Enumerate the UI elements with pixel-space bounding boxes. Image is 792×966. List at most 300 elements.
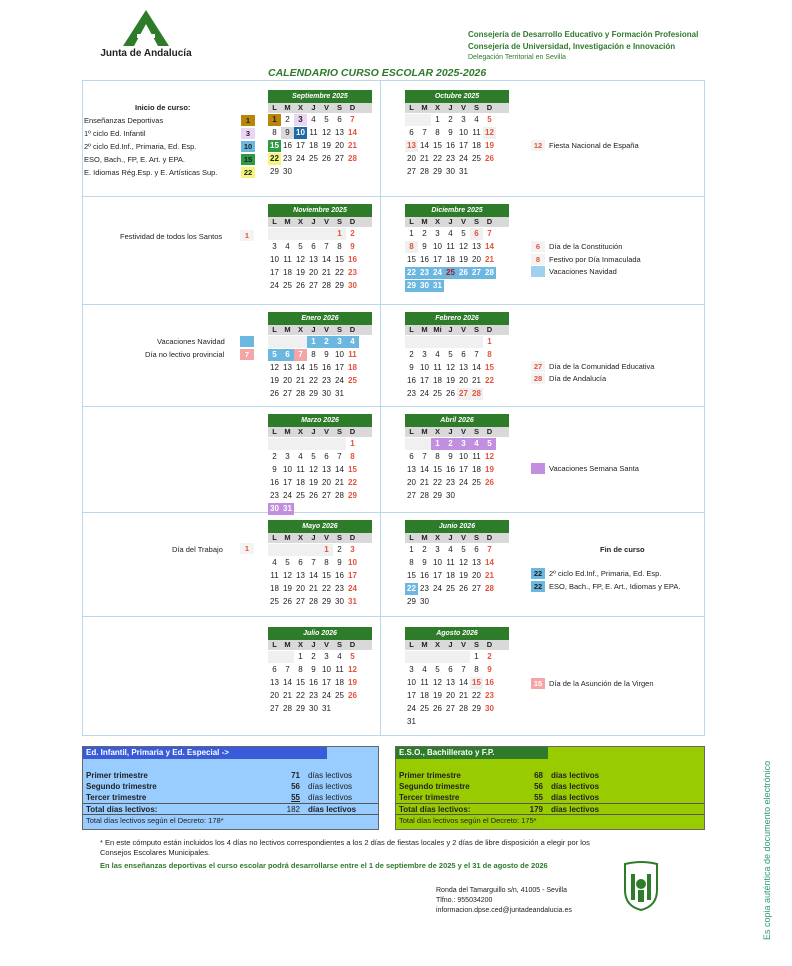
empty-cell — [294, 503, 307, 515]
day-cell: 25 — [309, 153, 318, 163]
month-title: Enero 2026 — [268, 312, 372, 325]
day-cell: 17 — [459, 464, 468, 474]
day-name: J — [311, 427, 316, 436]
day-cell: 27 — [472, 583, 481, 593]
day-names — [405, 103, 509, 113]
day-name: V — [323, 533, 329, 542]
month-title: Septiembre 2025 — [268, 90, 372, 103]
day-cell: 14 — [296, 362, 305, 372]
day-cell: 23 — [418, 267, 431, 279]
empty-cell — [294, 544, 307, 556]
empty-cell — [281, 544, 294, 556]
day-cell: 6 — [409, 127, 414, 137]
day-cell: 13 — [405, 140, 418, 152]
total-unit: días lectivos — [308, 805, 357, 814]
day-name: D — [486, 217, 493, 226]
day-cell: 16 — [420, 570, 429, 580]
day-cell: 14 — [283, 677, 292, 687]
week-row — [405, 280, 509, 293]
day-cell: 31 — [281, 503, 294, 515]
day-cell: 30 — [446, 166, 455, 176]
day-name: X — [297, 427, 303, 436]
day-cell: 8 — [435, 127, 440, 137]
panel-header: E.S.O., Bachillerato y F.P. — [396, 747, 548, 759]
day-cell: 12 — [485, 451, 494, 461]
day-name: J — [311, 103, 316, 112]
day-cell: 10 — [283, 464, 292, 474]
day-name: J — [448, 533, 453, 542]
week-row — [405, 664, 509, 677]
day-cell: 8 — [435, 451, 440, 461]
month-august — [405, 627, 509, 728]
row-divider — [82, 616, 705, 617]
day-cell: 21 — [348, 140, 357, 150]
day-name: L — [409, 427, 414, 436]
week-row — [268, 570, 372, 583]
day-cell: 4 — [474, 114, 479, 124]
day-cell: 6 — [324, 451, 329, 461]
vacation-swatch — [531, 266, 545, 277]
day-cell: 2 — [444, 438, 457, 450]
trimestre-label: Primer trimestre — [399, 771, 461, 780]
day-cell: 16 — [322, 362, 331, 372]
day-cell: 22 — [309, 375, 318, 385]
day-cell: 10 — [459, 127, 468, 137]
day-cell: 12 — [322, 127, 331, 137]
day-cell: 16 — [446, 140, 455, 150]
day-cell: 20 — [283, 375, 292, 385]
day-cell: 24 — [296, 153, 305, 163]
day-cell: 10 — [270, 254, 279, 264]
fin-curso-title: Fin de curso — [600, 545, 645, 554]
day-cell: 7 — [311, 557, 316, 567]
day-name: M — [284, 533, 291, 542]
trimestre-label: Tercer trimestre — [86, 793, 147, 802]
empty-cell — [346, 388, 359, 400]
empty-cell — [346, 503, 359, 515]
day-cell: 23 — [270, 490, 279, 500]
day-cell: 19 — [309, 477, 318, 487]
day-cell: 15 — [268, 140, 281, 152]
day-cell: 22 — [472, 690, 481, 700]
panel-header: Ed. Infantil, Primaria y Ed. Especial -> — [83, 747, 327, 759]
day-cell: 30 — [309, 703, 318, 713]
inicio-title: Inicio de curso: — [135, 103, 191, 112]
day-cell: 4 — [311, 114, 316, 124]
week-row — [268, 651, 372, 664]
week-row — [405, 228, 509, 241]
panel-eso — [395, 746, 705, 830]
empty-cell — [418, 336, 431, 348]
day-cell: 2 — [311, 651, 316, 661]
day-cell: 23 — [485, 690, 494, 700]
day-cell: 9 — [337, 557, 342, 567]
day-cell: 29 — [296, 703, 305, 713]
week-row — [405, 477, 509, 490]
empty-cell — [418, 114, 431, 126]
junta-logo — [96, 10, 196, 59]
day-names — [405, 640, 509, 650]
day-name: V — [460, 103, 466, 112]
month-title: Marzo 2026 — [268, 414, 372, 427]
day-cell: 11 — [335, 664, 344, 674]
week-row — [268, 677, 372, 690]
trimestre-value: 71 — [291, 771, 300, 780]
month-title: Agosto 2026 — [405, 627, 509, 640]
day-name: D — [486, 103, 493, 112]
day-cell: 23 — [283, 153, 292, 163]
trimestre-value: 56 — [534, 782, 543, 791]
month-december — [405, 204, 509, 292]
day-cell: 7 — [422, 451, 427, 461]
day-name: X — [434, 103, 440, 112]
week-row — [405, 362, 509, 375]
inicio-label: E. Idiomas Rég.Esp. y E. Artísticas Sup. — [84, 168, 218, 177]
empty-cell — [444, 336, 457, 348]
inicio-label: 1º ciclo Ed. Infantil — [84, 129, 146, 138]
day-cell: 29 — [335, 280, 344, 290]
day-cell: 3 — [285, 451, 290, 461]
month-july — [268, 627, 372, 715]
day-cell: 5 — [285, 557, 290, 567]
trimestre-unit: días lectivos — [551, 771, 600, 780]
week-row — [405, 677, 509, 690]
day-cell: 29 — [348, 490, 357, 500]
day-cell: 19 — [459, 254, 468, 264]
day-cell: 3 — [435, 544, 440, 554]
day-cell: 4 — [298, 451, 303, 461]
day-cell: 19 — [485, 140, 494, 150]
week-row — [268, 267, 372, 280]
day-cell: 25 — [270, 596, 279, 606]
day-cell: 31 — [335, 388, 344, 398]
month-title: Mayo 2026 — [268, 520, 372, 533]
day-cell: 12 — [459, 241, 468, 251]
day-cell: 18 — [270, 583, 279, 593]
day-cell: 31 — [322, 703, 331, 713]
week-row — [268, 596, 372, 609]
day-name: S — [473, 325, 479, 334]
empty-cell — [457, 716, 470, 728]
empty-cell — [281, 336, 294, 348]
week-row — [268, 664, 372, 677]
address-phone: Tlfno.: 955034200 — [436, 897, 493, 904]
day-name: D — [349, 217, 356, 226]
day-cell: 23 — [407, 388, 416, 398]
day-name: D — [486, 325, 493, 334]
note-badge: 28 — [531, 373, 545, 384]
day-cell: 14 — [420, 464, 429, 474]
day-cell: 12 — [459, 557, 468, 567]
note-label: Festividad de todos los Santos — [120, 232, 223, 241]
day-cell: 3 — [457, 438, 470, 450]
month-title: Julio 2026 — [268, 627, 372, 640]
day-cell: 5 — [435, 664, 440, 674]
day-cell: 7 — [474, 349, 479, 359]
empty-cell — [457, 596, 470, 608]
day-cell: 17 — [433, 570, 442, 580]
day-cell: 10 — [420, 362, 429, 372]
day-cell: 23 — [348, 267, 357, 277]
week-row — [405, 140, 509, 153]
week-row — [405, 438, 509, 451]
day-cell: 24 — [348, 583, 357, 593]
day-cell: 5 — [448, 349, 453, 359]
week-row — [405, 388, 509, 401]
day-cell: 3 — [333, 336, 346, 348]
day-cell: 4 — [285, 241, 290, 251]
empty-cell — [294, 228, 307, 240]
week-row — [405, 596, 509, 609]
day-cell: 25 — [472, 477, 481, 487]
note-label: Día de la Comunidad Educativa — [549, 362, 655, 371]
day-cell: 15 — [296, 677, 305, 687]
footnote-1: * En este cómputo están incluidos los 4 días no lectivos correspondientes a los 2 días de fiestas locales y 2 días de libre disposición a elegir por los — [100, 838, 590, 847]
day-cell: 12 — [433, 677, 442, 687]
day-cell: 16 — [283, 140, 292, 150]
day-cell: 27 — [470, 267, 483, 279]
day-cell: 18 — [446, 570, 455, 580]
day-names — [268, 217, 372, 227]
day-name: M — [284, 103, 291, 112]
day-cell: 30 — [485, 703, 494, 713]
inicio-label: Enseñanzas Deportivas — [84, 116, 164, 125]
decree-total: Total días lectivos según el Decreto: 178* — [83, 814, 378, 825]
day-cell: 21 — [485, 570, 494, 580]
empty-cell — [281, 438, 294, 450]
day-cell: 26 — [296, 280, 305, 290]
day-cell: 28 — [420, 490, 429, 500]
trimestre-unit: días lectivos — [308, 793, 353, 802]
empty-cell — [457, 651, 470, 663]
day-cell: 18 — [446, 254, 455, 264]
week-row — [268, 438, 372, 451]
day-cell: 4 — [422, 664, 427, 674]
day-cell: 5 — [483, 438, 496, 450]
note-label: Festivo por Día Inmaculada — [549, 255, 641, 264]
trimestre-unit: días lectivos — [308, 771, 353, 780]
empty-cell — [405, 651, 418, 663]
week-row — [405, 544, 509, 557]
day-cell: 11 — [472, 127, 481, 137]
inicio-label: ESO, Bach., FP, E. Art. y EPA. — [84, 155, 186, 164]
day-cell: 22 — [322, 583, 331, 593]
week-row — [268, 153, 372, 166]
day-cell: 11 — [446, 241, 455, 251]
day-cell: 26 — [348, 690, 357, 700]
total-label: Total días lectivos: — [86, 805, 158, 814]
inicio-badge: 1 — [241, 115, 255, 126]
day-name: D — [349, 427, 356, 436]
day-cell: 19 — [283, 583, 292, 593]
day-name: M — [421, 427, 428, 436]
day-cell: 8 — [474, 664, 479, 674]
empty-cell — [431, 596, 444, 608]
day-cell: 13 — [459, 362, 468, 372]
trimestre-unit: días lectivos — [308, 782, 353, 791]
empty-cell — [431, 336, 444, 348]
day-cell: 5 — [324, 114, 329, 124]
day-cell: 6 — [311, 241, 316, 251]
month-title: Abril 2026 — [405, 414, 509, 427]
day-cell: 20 — [407, 153, 416, 163]
day-cell: 23 — [446, 477, 455, 487]
day-name: J — [448, 103, 453, 112]
calendar-frame — [82, 80, 705, 736]
inicio-badge: 3 — [241, 128, 255, 139]
day-cell: 24 — [459, 153, 468, 163]
empty-cell — [405, 336, 418, 348]
note-label: Vacaciones Navidad — [157, 337, 225, 346]
day-cell: 8 — [298, 664, 303, 674]
day-name: V — [323, 325, 329, 334]
week-row — [268, 375, 372, 388]
day-cell: 28 — [459, 703, 468, 713]
day-cell: 21 — [485, 254, 494, 264]
day-cell: 19 — [433, 690, 442, 700]
day-cell: 19 — [270, 375, 279, 385]
day-name: L — [409, 325, 414, 334]
day-cell: 23 — [322, 375, 331, 385]
day-cell: 2 — [350, 228, 355, 238]
day-cell: 20 — [296, 583, 305, 593]
day-cell: 26 — [433, 703, 442, 713]
day-cell: 7 — [422, 127, 427, 137]
total-value: 182 — [286, 805, 300, 814]
note-badge: 7 — [240, 349, 254, 360]
day-cell: 21 — [472, 375, 481, 385]
day-cell: 5 — [311, 451, 316, 461]
day-cell: 27 — [322, 490, 331, 500]
day-cell: 11 — [420, 677, 429, 687]
month-title: Diciembre 2025 — [405, 204, 509, 217]
day-cell: 24 — [431, 267, 444, 279]
note-label: ESO, Bach., FP, E. Art., Idiomas y EPA. — [549, 582, 681, 591]
week-row — [268, 388, 372, 401]
day-cell: 30 — [322, 388, 331, 398]
day-cell: 2 — [422, 544, 427, 554]
day-cell: 17 — [322, 677, 331, 687]
day-name: M — [284, 427, 291, 436]
day-cell: 6 — [474, 544, 479, 554]
month-april — [405, 414, 509, 502]
note-label: Vacaciones Navidad — [549, 267, 617, 276]
day-cell: 11 — [283, 254, 292, 264]
empty-cell — [405, 438, 418, 450]
day-cell: 22 — [433, 477, 442, 487]
day-cell: 8 — [350, 451, 355, 461]
day-name: J — [448, 427, 453, 436]
day-cell: 12 — [348, 664, 357, 674]
week-row — [268, 114, 372, 127]
day-cell: 28 — [348, 153, 357, 163]
trimestre-value: 56 — [291, 782, 300, 791]
week-row — [268, 362, 372, 375]
day-cell: 15 — [309, 362, 318, 372]
day-cell: 21 — [335, 477, 344, 487]
week-row — [405, 166, 509, 179]
day-cell: 9 — [487, 664, 492, 674]
week-row — [268, 140, 372, 153]
note-label: Día de la Constitución — [549, 242, 623, 251]
day-cell: 18 — [283, 267, 292, 277]
empty-cell — [320, 228, 333, 240]
day-cell: 17 — [459, 140, 468, 150]
day-cell: 6 — [272, 664, 277, 674]
day-name: D — [349, 325, 356, 334]
total-value: 179 — [529, 805, 543, 814]
empty-cell — [268, 336, 281, 348]
day-cell: 21 — [420, 477, 429, 487]
month-october — [405, 90, 509, 178]
week-row — [405, 703, 509, 716]
trimestre-unit: días lectivos — [551, 793, 600, 802]
day-cell: 1 — [435, 114, 440, 124]
day-name: S — [336, 427, 342, 436]
day-name: J — [311, 533, 316, 542]
day-name: L — [409, 640, 414, 649]
day-cell: 26 — [485, 477, 494, 487]
empty-cell — [307, 544, 320, 556]
trimestre-unit: días lectivos — [551, 782, 600, 791]
day-name: V — [323, 217, 329, 226]
month-february — [405, 312, 509, 400]
note-label: Día no lectivo provincial — [145, 350, 225, 359]
week-row — [268, 557, 372, 570]
day-name: X — [434, 217, 440, 226]
day-cell: 19 — [459, 570, 468, 580]
day-name: S — [473, 103, 479, 112]
day-cell: 8 — [272, 127, 277, 137]
week-row — [405, 557, 509, 570]
day-cell: 27 — [296, 596, 305, 606]
day-cell: 15 — [407, 254, 416, 264]
junta-a-logo-icon — [123, 10, 169, 46]
day-name: J — [448, 325, 453, 334]
day-cell: 2 — [422, 228, 427, 238]
day-cell: 27 — [457, 388, 470, 400]
note-badge: 6 — [531, 241, 545, 252]
day-cell: 18 — [348, 362, 357, 372]
day-cell: 23 — [335, 583, 344, 593]
day-cell: 13 — [472, 557, 481, 567]
row-divider — [82, 196, 705, 197]
empty-cell — [483, 716, 496, 728]
empty-cell — [294, 166, 307, 178]
week-row — [405, 336, 509, 349]
day-cell: 26 — [446, 388, 455, 398]
day-cell: 15 — [433, 464, 442, 474]
day-cell: 14 — [322, 254, 331, 264]
day-cell: 6 — [337, 114, 342, 124]
empty-cell — [418, 716, 431, 728]
day-cell: 17 — [420, 375, 429, 385]
empty-cell — [444, 716, 457, 728]
day-cell: 24 — [433, 583, 442, 593]
day-cell: 11 — [433, 362, 442, 372]
day-cell: 21 — [283, 690, 292, 700]
day-cell: 31 — [431, 280, 444, 292]
day-cell: 27 — [407, 490, 416, 500]
day-name: D — [486, 427, 493, 436]
day-names — [405, 217, 509, 227]
week-row — [405, 464, 509, 477]
day-cell: 22 — [335, 267, 344, 277]
day-cell: 6 — [281, 349, 294, 361]
empty-cell — [431, 716, 444, 728]
day-cell: 12 — [309, 464, 318, 474]
day-cell: 1 — [350, 438, 355, 448]
